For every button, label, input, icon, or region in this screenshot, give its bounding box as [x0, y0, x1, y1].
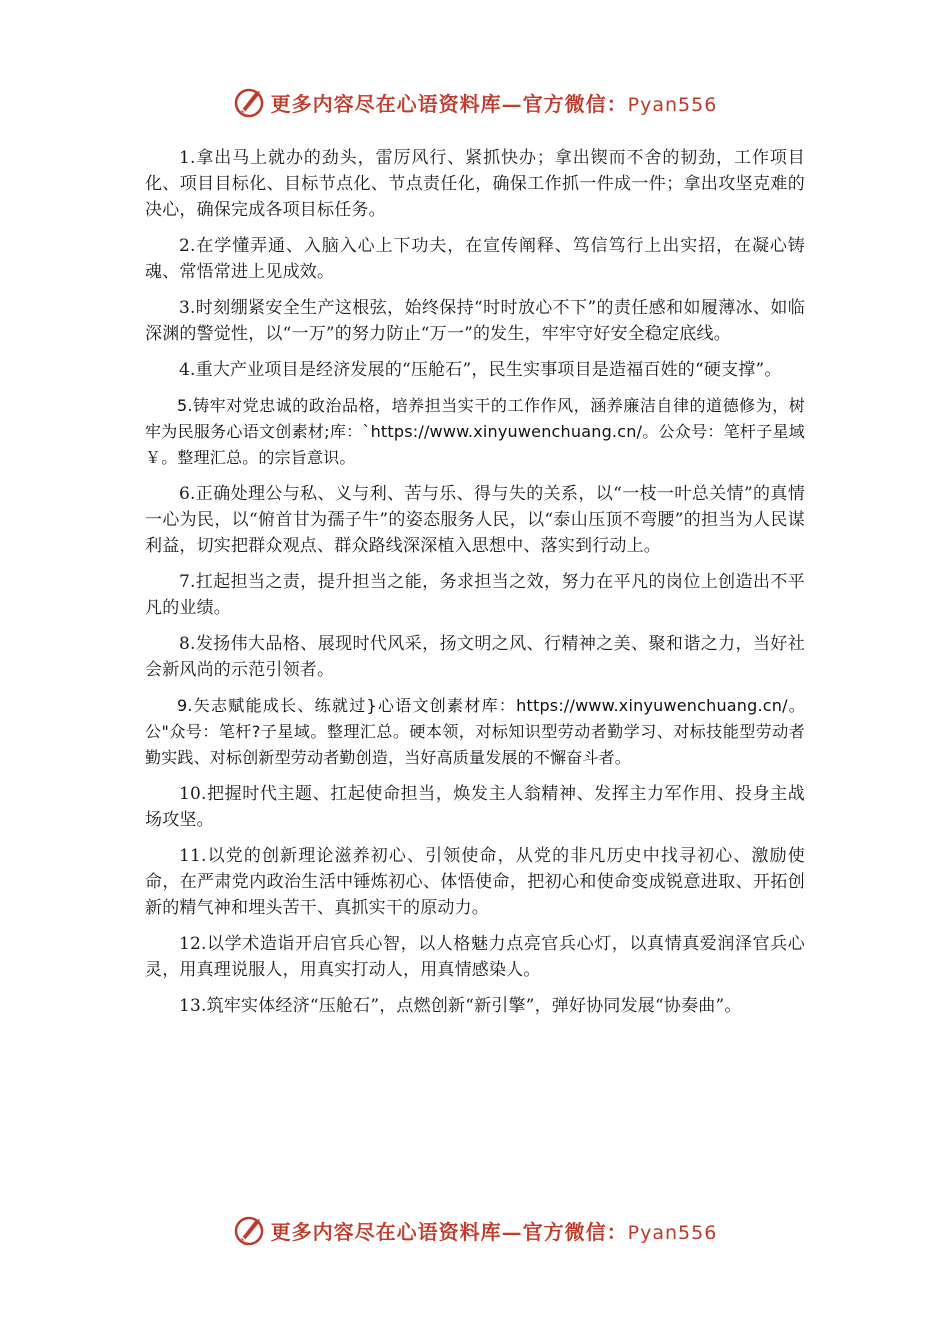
- paragraph-6: 6.正确处理公与私、义与利、苦与乐、得与失的关系，以“一枝一叶总关情”的真情一心为民，以“俯首甘为孺子牛”的姿态服务人民，以“泰山压顶不弯腰”的担当为人民谋利益，切实把群众观点、群众路线深深植入思想中、落实到行动上。: [145, 484, 805, 556]
- paragraph-8: 8.发扬伟大品格、展现时代风采，扬文明之风、行精神之美、聚和谐之力，当好社会新风尚的示范引领者。: [145, 634, 805, 680]
- header-banner-id: Pyan556: [627, 93, 718, 116]
- pen-circle-icon: [233, 1213, 267, 1247]
- footer-banner-id: Pyan556: [627, 1221, 718, 1244]
- footer-banner: [0, 1210, 950, 1250]
- paragraph-10: 10.把握时代主题、扛起使命担当，焕发主人翁精神、发挥主力军作用、投身主战场攻坚。: [145, 784, 805, 830]
- paragraph-4: 4.重大产业项目是经济发展的“压舱石”，民生实事项目是造福百姓的“硬支撑”。: [179, 360, 782, 380]
- paragraph-5: 5.铸牢对党忠诚的政治品格，培养担当实干的工作作风，涵养廉洁自律的道德修为，树牢为民服务心语文创素材;库：`https://www.xinyuwenchuang.cn/。公众号：笔杆子星域￥。整理汇总。的宗旨意识。: [145, 396, 805, 467]
- footer-banner-text: 更多内容尽在心语资料库—官方微信：Pyan556: [270, 1219, 718, 1244]
- pen-circle-icon: [233, 85, 267, 119]
- paragraph-1: 1.拿出马上就办的劲头，雷厉风行、紧抓快办；拿出锲而不舍的韧劲，工作项目化、项目目标化、目标节点化、节点责任化，确保工作抓一件成一件；拿出攻坚克难的决心，确保完成各项目标任务。: [145, 148, 805, 220]
- paragraph-11: 11.以党的创新理论滋养初心、引领使命，从党的非凡历史中找寻初心、激励使命，在严肃党内政治生活中锤炼初心、体悟使命，把初心和使命变成锐意进取、开拓创新的精气神和埋头苦干、真抓实干的原动力。: [145, 846, 805, 918]
- paragraph-13: 13.筑牢实体经济“压舱石”，点燃创新“新引擎”，弹好协同发展“协奏曲”。: [179, 996, 742, 1016]
- document-body: [145, 145, 805, 1029]
- paragraph-2: 2.在学懂弄通、入脑入心上下功夫，在宣传阐释、笃信笃行上出实招，在凝心铸魂、常悟常进上见成效。: [145, 236, 805, 282]
- paragraph-3: 3.时刻绷紧安全生产这根弦，始终保持“时时放心不下”的责任感和如履薄冰、如临深渊的警觉性，以“一万”的努力防止“万一”的发生，牢牢守好安全稳定底线。: [145, 298, 805, 344]
- paragraph-9: 9.矢志赋能成长、练就过}心语文创素材库：https://www.xinyuwenchuang.cn/。公"众号：笔杆?子星域。整理汇总。硬本领，对标知识型劳动者勤学习、对标技能型劳动者勤实践、对标创新型劳动者勤创造，当好高质量发展的不懈奋斗者。: [145, 696, 805, 767]
- header-banner: [0, 82, 950, 122]
- paragraph-12: 12.以学术造诣开启官兵心智，以人格魅力点亮官兵心灯，以真情真爱润泽官兵心灵，用真理说服人，用真实打动人，用真情感染人。: [145, 934, 805, 980]
- header-banner-text: 更多内容尽在心语资料库—官方微信：Pyan556: [270, 91, 718, 116]
- paragraph-7: 7.扛起担当之责，提升担当之能，务求担当之效，努力在平凡的岗位上创造出不平凡的业绩。: [145, 572, 805, 618]
